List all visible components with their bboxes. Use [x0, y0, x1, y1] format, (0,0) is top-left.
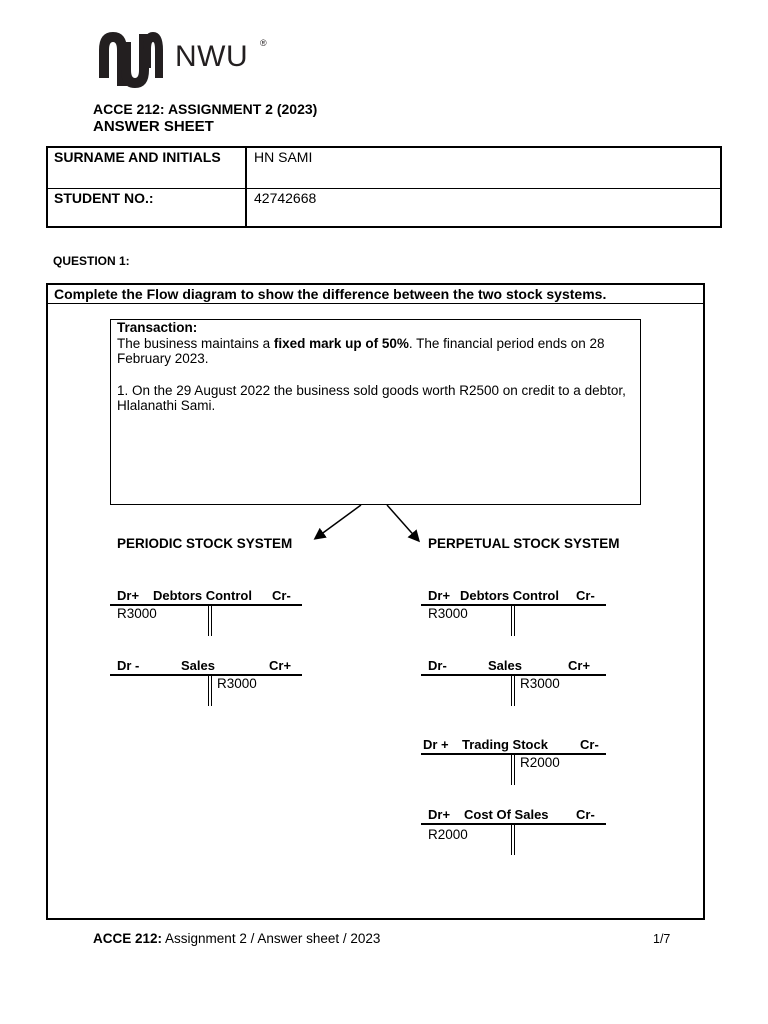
account-name: Debtors Control — [460, 588, 559, 603]
logo-text: NWU — [175, 40, 249, 73]
page-number: 1/7 — [653, 932, 671, 946]
t-account-periodic-sales — [110, 658, 302, 694]
dr-label: Dr- — [428, 658, 447, 673]
transaction-item-1: 1. On the 29 August 2022 the business sold goods worth R2500 on credit to a debtor, Hlalanathi Sami. — [117, 382, 626, 413]
name-label: SURNAME AND INITIALS — [54, 149, 221, 165]
debit-value: R2000 — [428, 827, 468, 842]
debit-value: R3000 — [428, 606, 468, 621]
credit-value: R3000 — [217, 676, 257, 691]
transaction-box — [110, 319, 641, 505]
student-number-label: STUDENT NO.: — [54, 190, 154, 206]
t-account-perpetual-debtors — [421, 588, 606, 624]
credit-value: R2000 — [520, 755, 560, 770]
course-line: ACCE 212: ASSIGNMENT 2 (2023) — [93, 101, 318, 117]
dr-label: Dr + — [423, 737, 449, 752]
instruction-text: Complete the Flow diagram to show the difference between the two stock systems. — [54, 286, 607, 302]
t-account-periodic-debtors — [110, 588, 302, 624]
t-account-cost-of-sales — [421, 807, 606, 843]
periodic-system-title: PERIODIC STOCK SYSTEM — [117, 536, 293, 551]
cr-label: Cr- — [272, 588, 291, 603]
cr-label: Cr- — [580, 737, 599, 752]
debit-value: R3000 — [117, 606, 157, 621]
table-row — [48, 188, 720, 229]
dr-label: Dr - — [117, 658, 140, 673]
dr-label: Dr+ — [428, 588, 451, 603]
registered-mark: ® — [260, 38, 267, 48]
cr-label: Cr- — [576, 807, 595, 822]
account-name: Trading Stock — [462, 737, 548, 752]
cr-label: Cr+ — [269, 658, 292, 673]
markup-highlight: fixed mark up of 50% — [273, 335, 409, 351]
flow-arrows-icon — [300, 503, 430, 548]
perpetual-system-title: PERPETUAL STOCK SYSTEM — [428, 536, 620, 551]
cr-label: Cr+ — [568, 658, 591, 673]
dr-label: Dr+ — [117, 588, 140, 603]
footer-course: ACCE 212: — [93, 931, 163, 946]
table-row — [48, 148, 720, 188]
sheet-title: ANSWER SHEET — [93, 118, 214, 135]
name-value[interactable]: HN SAMI — [254, 149, 313, 165]
student-number-value[interactable]: 42742668 — [254, 190, 317, 206]
transaction-label: Transaction: — [117, 320, 198, 335]
instruction-bar — [48, 285, 703, 304]
dr-label: Dr+ — [428, 807, 451, 822]
t-account-perpetual-sales — [421, 658, 606, 694]
transaction-description: The business maintains a fixed mark up of 50%. The financial period ends on 28 February 2023. — [117, 335, 605, 366]
question-label: QUESTION 1: — [53, 254, 130, 268]
account-name: Sales — [488, 658, 522, 673]
account-name: Sales — [181, 658, 215, 673]
account-name: Debtors Control — [153, 588, 252, 603]
footer — [93, 931, 380, 946]
credit-value: R3000 — [520, 676, 560, 691]
account-name: Cost Of Sales — [464, 807, 549, 822]
t-account-trading-stock — [421, 737, 606, 773]
cr-label: Cr- — [576, 588, 595, 603]
footer-text: Assignment 2 / Answer sheet / 2023 — [162, 931, 381, 946]
student-info-table — [46, 146, 722, 228]
